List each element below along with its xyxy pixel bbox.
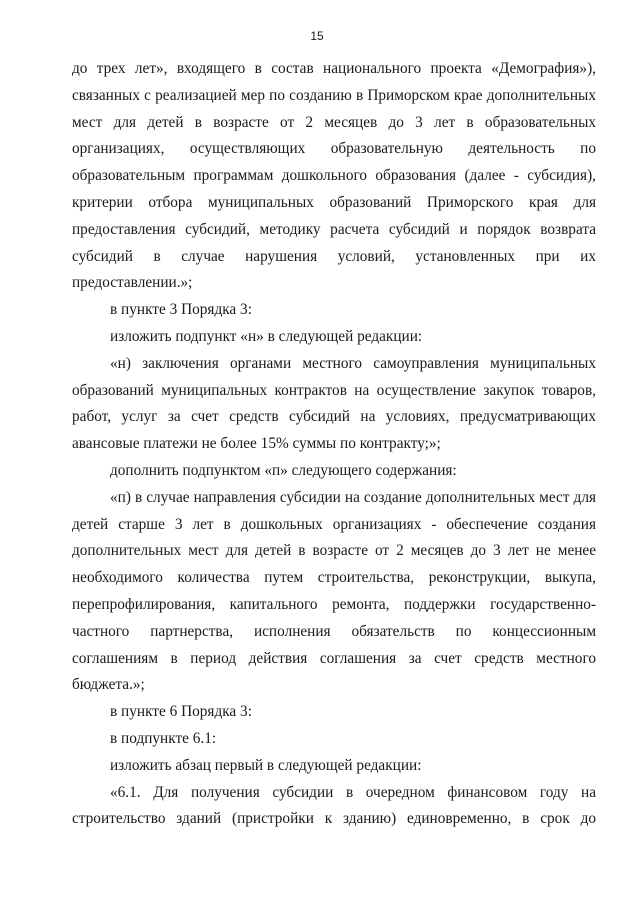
paragraph-start: «п) в случае направления субсидии на создание дополнительных мест для xyxy=(110,488,596,506)
page-number: 15 xyxy=(310,29,324,43)
text-line: образовательным программам дошкольного образования (далее - субсидия), xyxy=(72,167,596,185)
text-line: критерии отбора муниципальных образований Приморского края для xyxy=(72,193,596,211)
text-line: перепрофилирования, капитального ремонта, поддержки государственно- xyxy=(72,595,596,613)
text-line: предоставлении.»; xyxy=(72,274,193,292)
paragraph-start: дополнить подпунктом «п» следующего содержания: xyxy=(110,461,457,479)
text-line: предоставления субсидий, методику расчета субсидий и порядок возврата xyxy=(72,220,596,238)
text-line: мест для детей в возрасте от 2 месяцев до 3 лет в образовательных xyxy=(72,113,596,131)
paragraph-start: в подпункте 6.1: xyxy=(110,729,217,747)
text-line: работ, услуг за счет средств субсидий на условиях, предусматривающих xyxy=(72,408,596,426)
text-line: связанных с реализацией мер по созданию в Приморском крае дополнительных xyxy=(72,86,596,104)
text-line: образований муниципальных контрактов на осуществление закупок товаров, xyxy=(72,381,596,399)
text-line: строительство зданий (пристройки к зданию) единовременно, в срок до xyxy=(72,810,596,828)
text-line: необходимого количества путем строительства, реконструкции, выкупа, xyxy=(72,569,596,587)
text-line: авансовые платежи не более 15% суммы по контракту;»; xyxy=(72,435,441,453)
text-line: бюджета.»; xyxy=(72,676,145,694)
text-line: детей старше 3 лет в дошкольных организациях - обеспечение создания xyxy=(72,515,596,533)
paragraph-start: «6.1. Для получения субсидии в очередном финансовом году на xyxy=(110,783,596,801)
text-line: до трех лет», входящего в состав национального проекта «Демография»), xyxy=(72,60,596,77)
paragraph-start: в пункте 6 Порядка 3: xyxy=(110,703,252,721)
paragraph-start: изложить подпункт «н» в следующей редакции: xyxy=(110,327,423,345)
text-line: организациях, осуществляющих образовательную деятельность по xyxy=(72,140,596,158)
text-line: дополнительных мест для детей в возрасте от 2 месяцев до 3 лет не менее xyxy=(72,542,596,560)
text-line: частного партнерства, исполнения обязательств по концессионным xyxy=(72,622,596,640)
paragraph-start: изложить абзац первый в следующей редакции: xyxy=(110,756,422,774)
paragraph-start: в пункте 3 Порядка 3: xyxy=(110,301,252,319)
text-line: соглашениям в период действия соглашения за счет средств местного xyxy=(72,649,596,667)
paragraph-start: «н) заключения органами местного самоуправления муниципальных xyxy=(110,354,596,372)
document-body xyxy=(72,56,596,833)
text-line: субсидий в случае нарушения условий, установленных при их xyxy=(72,247,596,265)
